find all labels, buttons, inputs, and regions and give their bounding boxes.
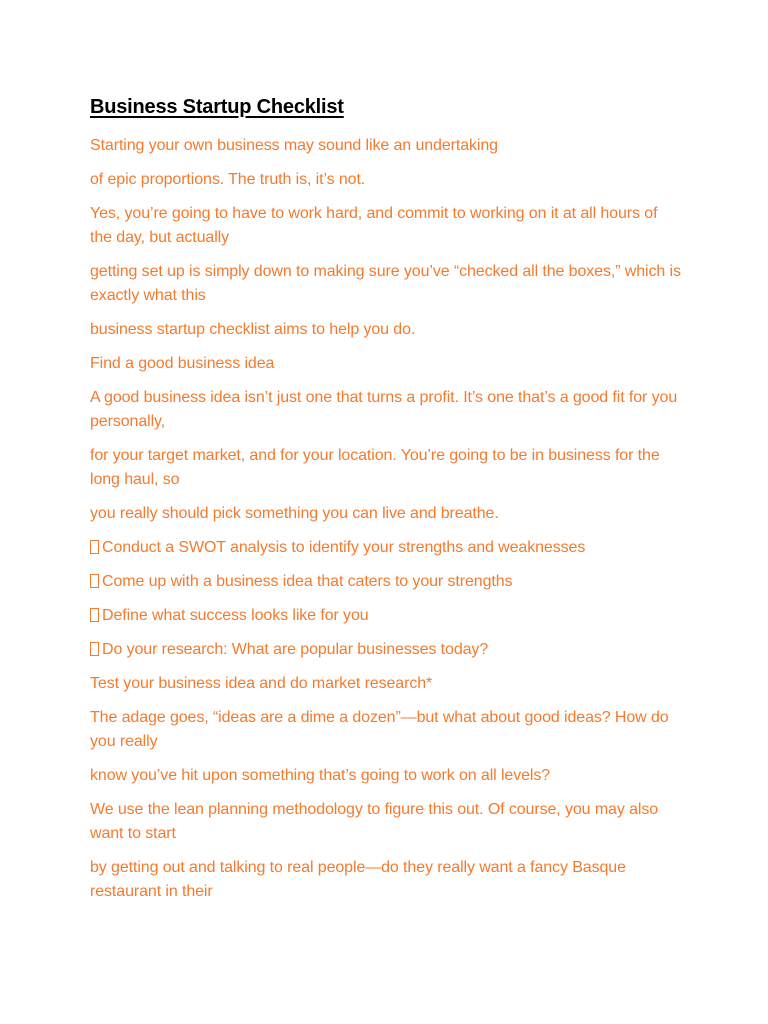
paragraph [90,502,682,526]
paragraph [90,202,682,250]
paragraph-text: business startup checklist aims to help you do. [90,321,416,338]
paragraph [90,798,682,846]
missing-glyph-box-icon [90,608,99,622]
document-title: Business Startup Checklist [90,96,344,118]
paragraph-text: Yes, you’re going to have to work hard, and commit to working on it at all hours of the day, but actually [90,205,658,246]
missing-glyph-box-icon [90,540,99,554]
paragraph [90,386,682,434]
paragraph-text: A good business idea isn’t just one that turns a profit. It’s one that’s a good fit for you personally, [90,389,678,430]
paragraph [90,856,682,904]
missing-glyph-box-icon [90,642,99,656]
missing-glyph-box-icon [90,574,99,588]
paragraph [90,318,682,342]
paragraph-text: getting set up is simply down to making sure you’ve “checked all the boxes,” which is exactly what this [90,263,681,304]
checklist-item-text: Define what success looks like for you [102,607,369,624]
section-heading [90,352,682,376]
checklist-item [90,638,682,662]
paragraph-text: We use the lean planning methodology to figure this out. Of course, you may also want to start [90,801,659,842]
paragraph-text: for your target market, and for your location. You’re going to be in business for the long haul, so [90,447,660,488]
paragraph [90,706,682,754]
checklist-item-text: Conduct a SWOT analysis to identify your strengths and weaknesses [102,539,586,556]
document-content [90,94,682,914]
paragraph-text: Starting your own business may sound like an undertaking [90,137,498,154]
section-heading [90,672,682,696]
paragraph [90,444,682,492]
paragraph-text: The adage goes, “ideas are a dime a dozen”—but what about good ideas? How do you really [90,709,669,750]
checklist-item [90,604,682,628]
paragraph-text: by getting out and talking to real people—do they really want a fancy Basque restaurant in their [90,859,626,900]
section-heading-text: Find a good business idea [90,355,275,372]
checklist-item [90,570,682,594]
paragraph-text: know you’ve hit upon something that’s going to work on all levels? [90,767,551,784]
checklist-item [90,536,682,560]
paragraph-text: of epic proportions. The truth is, it’s not. [90,171,366,188]
checklist-item-text: Come up with a business idea that caters to your strengths [102,573,513,590]
paragraph [90,260,682,308]
section-heading-text: Test your business idea and do market research* [90,675,433,692]
checklist-item-text: Do your research: What are popular businesses today? [102,641,489,658]
paragraph-text: you really should pick something you can live and breathe. [90,505,499,522]
paragraph [90,764,682,788]
paragraph [90,134,682,158]
paragraph [90,168,682,192]
